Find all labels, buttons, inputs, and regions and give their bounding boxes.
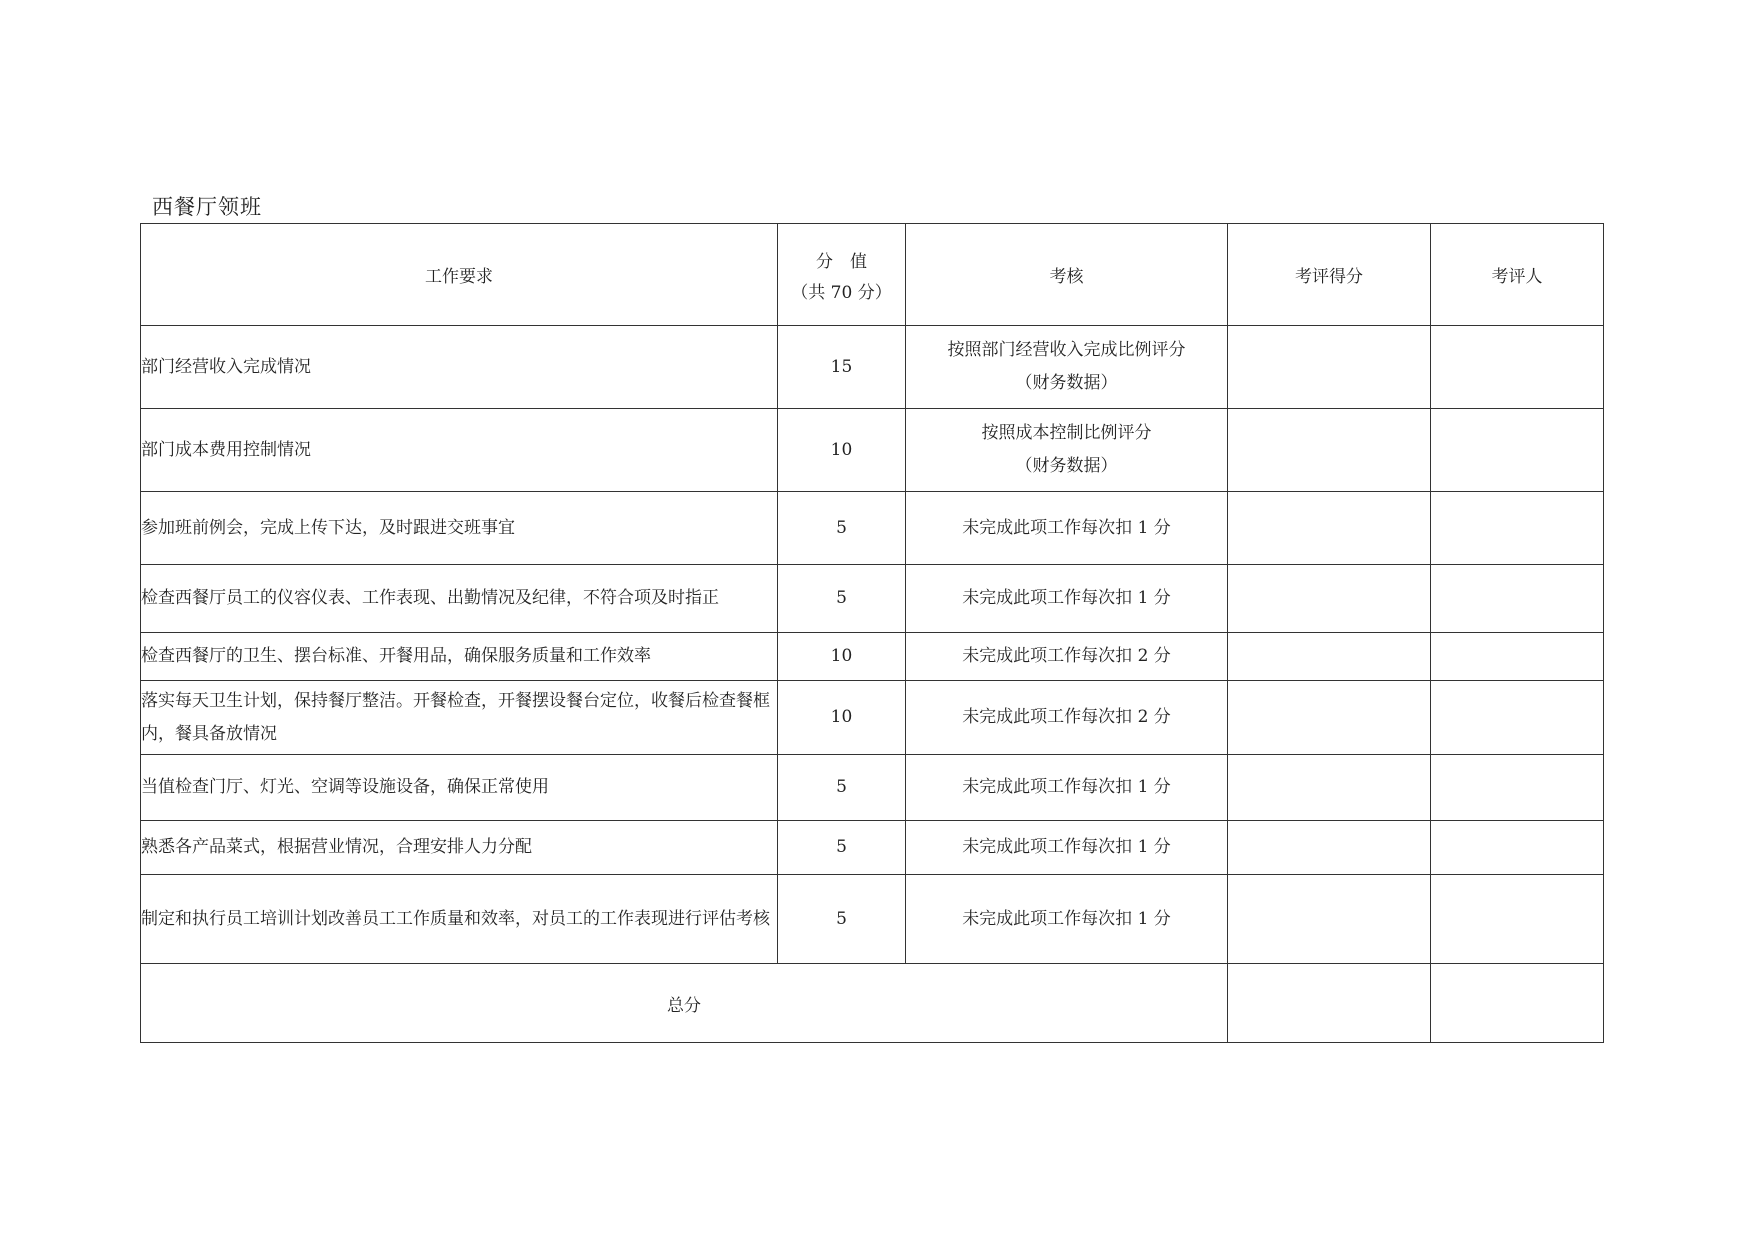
assessment-cell: 未完成此项工作每次扣 1 分 (906, 821, 1228, 875)
header-evaluator: 考评人 (1431, 224, 1604, 326)
evaluator-cell[interactable] (1431, 565, 1604, 633)
total-evaluator-cell[interactable] (1431, 964, 1604, 1043)
assessment-cell: 未完成此项工作每次扣 1 分 (906, 875, 1228, 964)
document-title: 西餐厅领班 (152, 195, 262, 219)
table-row (141, 492, 1604, 565)
table-row (141, 409, 1604, 492)
assessment-cell: 未完成此项工作每次扣 1 分 (906, 755, 1228, 821)
requirement-cell: 参加班前例会，完成上传下达，及时跟进交班事宜 (141, 492, 778, 565)
table-row (141, 821, 1604, 875)
header-requirement: 工作要求 (141, 224, 778, 326)
requirement-cell: 部门成本费用控制情况 (141, 409, 778, 492)
requirement-cell: 部门经营收入完成情况 (141, 326, 778, 409)
header-score-line2: （共 70 分） (791, 282, 892, 303)
obtained-score-cell[interactable] (1228, 492, 1431, 565)
obtained-score-cell[interactable] (1228, 633, 1431, 681)
evaluator-cell[interactable] (1431, 681, 1604, 755)
table-row (141, 326, 1604, 409)
score-cell: 10 (778, 633, 906, 681)
assessment-line1: 按照成本控制比例评分 (981, 423, 1152, 443)
score-cell: 5 (778, 492, 906, 565)
evaluator-cell[interactable] (1431, 875, 1604, 964)
table-row (141, 633, 1604, 681)
requirement-cell: 检查西餐厅员工的仪容仪表、工作表现、出勤情况及纪律，不符合项及时指正 (141, 565, 778, 633)
score-cell: 5 (778, 875, 906, 964)
score-cell: 5 (778, 565, 906, 633)
evaluator-cell[interactable] (1431, 821, 1604, 875)
score-cell: 15 (778, 326, 906, 409)
evaluator-cell[interactable] (1431, 492, 1604, 565)
requirement-cell: 检查西餐厅的卫生、摆台标准、开餐用品，确保服务质量和工作效率 (141, 633, 778, 681)
header-assessment: 考核 (906, 224, 1228, 326)
obtained-score-cell[interactable] (1228, 409, 1431, 492)
table-row (141, 875, 1604, 964)
total-obtained-score-cell[interactable] (1228, 964, 1431, 1043)
assessment-line1: 按照部门经营收入完成比例评分 (947, 340, 1186, 360)
obtained-score-cell[interactable] (1228, 681, 1431, 755)
assessment-cell: 未完成此项工作每次扣 2 分 (906, 633, 1228, 681)
obtained-score-cell[interactable] (1228, 565, 1431, 633)
obtained-score-cell[interactable] (1228, 821, 1431, 875)
evaluator-cell[interactable] (1431, 326, 1604, 409)
score-cell: 5 (778, 755, 906, 821)
assessment-cell: 未完成此项工作每次扣 1 分 (906, 565, 1228, 633)
assessment-line2: （财务数据） (1015, 456, 1118, 476)
header-score (778, 224, 906, 326)
score-cell: 5 (778, 821, 906, 875)
table-row (141, 565, 1604, 633)
score-cell: 10 (778, 681, 906, 755)
evaluator-cell[interactable] (1431, 633, 1604, 681)
obtained-score-cell[interactable] (1228, 875, 1431, 964)
assessment-cell: 未完成此项工作每次扣 2 分 (906, 681, 1228, 755)
total-label: 总分 (141, 964, 1228, 1043)
assessment-cell: 未完成此项工作每次扣 1 分 (906, 492, 1228, 565)
evaluator-cell[interactable] (1431, 755, 1604, 821)
total-row (141, 964, 1604, 1043)
score-cell: 10 (778, 409, 906, 492)
header-score-line1: 分 值 (816, 251, 867, 272)
obtained-score-cell[interactable] (1228, 326, 1431, 409)
table-row (141, 681, 1604, 755)
assessment-cell (906, 326, 1228, 409)
header-obtained-score: 考评得分 (1228, 224, 1431, 326)
evaluation-table (140, 223, 1604, 1043)
requirement-cell: 当值检查门厅、灯光、空调等设施设备，确保正常使用 (141, 755, 778, 821)
assessment-cell (906, 409, 1228, 492)
header-row (141, 224, 1604, 326)
evaluator-cell[interactable] (1431, 409, 1604, 492)
requirement-cell: 制定和执行员工培训计划改善员工工作质量和效率，对员工的工作表现进行评估考核 (141, 875, 778, 964)
requirement-cell: 落实每天卫生计划，保持餐厅整洁。开餐检查，开餐摆设餐台定位，收餐后检查餐框内，餐具备放情况 (141, 681, 778, 755)
assessment-line2: （财务数据） (1015, 373, 1118, 393)
table-row (141, 755, 1604, 821)
obtained-score-cell[interactable] (1228, 755, 1431, 821)
requirement-cell: 熟悉各产品菜式，根据营业情况，合理安排人力分配 (141, 821, 778, 875)
